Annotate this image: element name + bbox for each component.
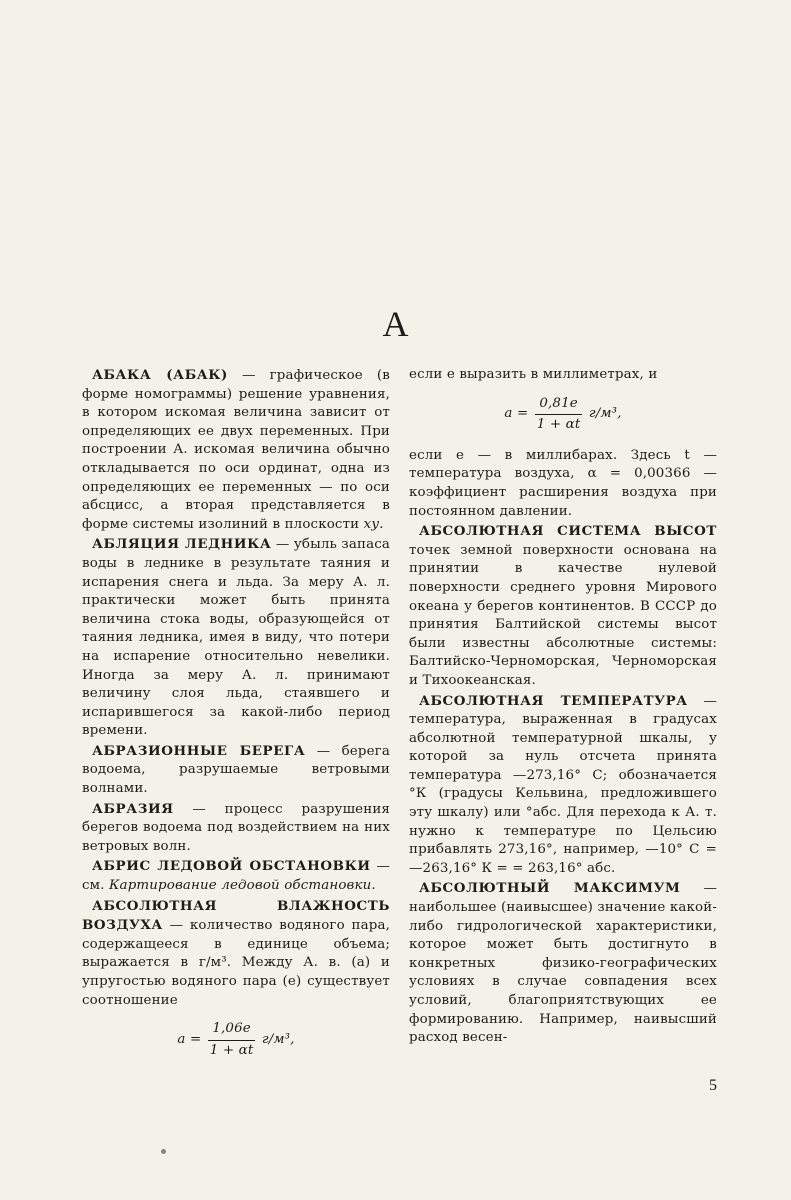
section-letter: А: [382, 304, 409, 344]
entry-abrazionnye-berega: [82, 742, 390, 799]
formula-unit: г/м³,: [261, 1031, 295, 1047]
formula-lhs: a =: [177, 1031, 202, 1047]
entry-abaka: [82, 366, 390, 534]
headword: АБРАЗИЯ: [92, 800, 174, 817]
fraction: [208, 1020, 255, 1060]
definition: — берега водоема, разрушаемые ветровыми волнами.: [82, 743, 390, 797]
left-column: [82, 366, 390, 1072]
headword: АБСОЛЮТНАЯ ВЛАЖНОСТЬ ВОЗДУХА: [82, 897, 390, 934]
denominator: 1 + αt: [209, 1042, 254, 1058]
definition: — процесс разрушения берегов водоема под воздействием на них ветровых волн.: [82, 801, 390, 854]
entry-abraziya: [82, 800, 390, 857]
entry-absolyutnaya-sistema-vysot: [409, 522, 717, 690]
formula-lhs: a =: [504, 406, 529, 422]
continuation-text: если e выразить в миллиметрах, и: [409, 367, 658, 382]
definition: — количество водяного пара, содержащееся в единице объема; выражается в г/м³. Между А. в. (а) и упругостью водяного пара (е) существует соотношение: [82, 918, 390, 1008]
definition: — наибольшее (наивысшее) значение какой-либо гидрологической характеристики, которое может быть достигнуто в конкретных физико-географических условиях в случае совпадения всех условий, благоприятствующих ее формированию. Например, наивысший расход весен-: [409, 881, 717, 1046]
headword: АБРИС ЛЕДОВОЙ ОБСТАНОВКИ: [92, 858, 371, 875]
headword: АБРАЗИОННЫЕ БЕРЕГА: [92, 742, 306, 759]
numerator: 1,06e: [208, 1020, 255, 1041]
headword: АБСОЛЮТНЫЙ МАКСИМУМ: [419, 880, 681, 897]
headword: АБСОЛЮТНАЯ СИСТЕМА ВЫСОТ: [419, 523, 717, 540]
definition: — температура, выраженная в градусах абсолютной температурной шкалы, у которой за нуль отсчета принята температура —273,16° С; обозначается °К (градусы Кельвина, предложившего эту шкалу) или °абс. Для перехода к А. т. нужно к температуре по Цельсию прибавлять 273,16°, например, —10° С = —263,16° К = = 263,16° абс.: [409, 693, 717, 876]
entry-absolyutnyj-maksimum: [409, 879, 717, 1047]
definition-italic: ху.: [363, 516, 384, 532]
page-number: 5: [709, 1077, 717, 1094]
entry-abris: [82, 857, 390, 895]
entry-absolyutnaya-temperatura: [409, 692, 717, 879]
cross-reference: Картирование ледовой обстановки.: [109, 878, 376, 894]
headword: АБЛЯЦИЯ ЛЕДНИКА: [92, 536, 272, 553]
denominator: 1 + αt: [536, 417, 581, 433]
definition: — см.: [82, 859, 390, 894]
entry-ablyaciya: [82, 535, 390, 741]
definition: — убыль запаса воды в леднике в результате таяния и испарения снега и льда. За меру А. л. практически может быть принята величина стока воды, образующейся от таяния ледника, имея в виду, что потери на испарение относительно невелики. Иногда за меру А. л. принимают величину слоя льда, стаявшего и испарившегося за какой-либо период времени.: [82, 537, 390, 739]
headword: АБАКА (АБАК): [92, 367, 228, 383]
entry-absolyutnaya-vlazhnost: [82, 897, 390, 1011]
numerator: 0,81e: [535, 395, 582, 416]
scan-speck: [161, 1149, 166, 1154]
definition: точек земной поверхности основана на принятии в качестве нулевой поверхности среднего уровня Мирового океана у берегов континентов. В СССР до принятия Балтийской системы высот были известны абсолютные системы: Балтийско-Черноморская, Черноморская и Тихоокеанская.: [409, 542, 717, 688]
definition: — графическое (в форме номограммы) решение уравнения, в котором искомая величина зависит от определяющих ее двух переменных. При построении А. искомая величина обычно откладывается по оси ординат, одна из определяющих ее переменных — по оси абсцисс, а вторая представляется в форме системы изолиний в плоскости: [82, 368, 390, 532]
fraction: [535, 395, 582, 435]
formula-2: [409, 395, 717, 435]
headword: АБСОЛЮТНАЯ ТЕМПЕРАТУРА: [419, 692, 688, 709]
formula-1: [82, 1020, 390, 1060]
continuation-text: если e — в миллибарах. Здесь t — температура воздуха, α = 0,00366 — коэффициент расширения воздуха при постоянном давлении.: [409, 447, 717, 519]
right-column: [409, 366, 717, 1049]
formula-unit: г/м³,: [588, 406, 622, 422]
